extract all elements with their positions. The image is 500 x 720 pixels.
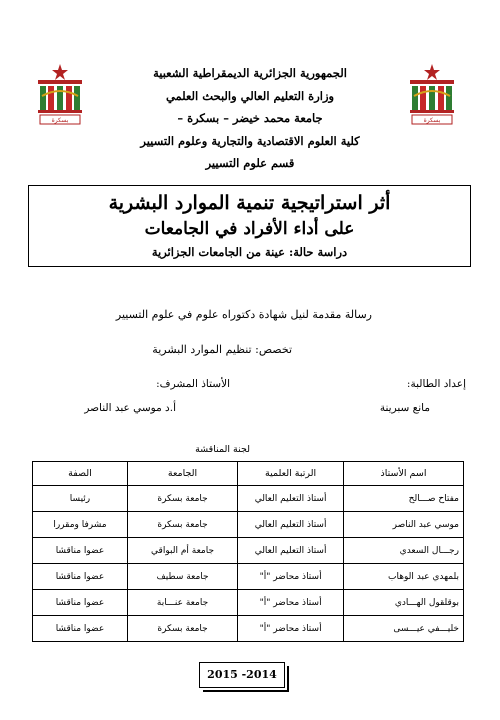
supervisor-label: الأستاذ المشرف:: [156, 378, 230, 390]
table-row: [33, 538, 464, 564]
member-university: جامعة بسكرة: [127, 512, 237, 538]
student-name: مانع سبرينة: [379, 402, 430, 414]
specialty: تخصص: تنظيم الموارد البشرية: [152, 343, 292, 356]
member-rank: أستاذ التعليم العالي: [238, 486, 344, 512]
member-university: جامعة بسكرة: [127, 616, 237, 642]
thesis-title-box: [28, 185, 471, 267]
col-header-role: الصفة: [33, 462, 128, 486]
member-name: خليـــفي عيـــسى: [344, 616, 464, 642]
member-name: مفتاح صـــالح: [344, 486, 464, 512]
table-row: [33, 616, 464, 642]
member-university: جامعة عنـــابة: [127, 590, 237, 616]
member-role: مشرفا ومقررا: [33, 512, 128, 538]
member-rank: أستاذ محاضر "أ": [238, 616, 344, 642]
member-role: عضوا مناقشا: [33, 564, 128, 590]
member-role: عضوا مناقشا: [33, 590, 128, 616]
university-logo-right: [402, 60, 462, 130]
member-rank: أستاذ محاضر "أ": [238, 590, 344, 616]
member-rank: أستاذ محاضر "أ": [238, 564, 344, 590]
committee-table: [32, 461, 464, 642]
member-name: بلمهدي عبد الوهاب: [344, 564, 464, 590]
col-header-rank: الرتبة العلمية: [238, 462, 344, 486]
academic-year: 2015 -2014: [199, 662, 285, 688]
member-role: عضوا مناقشا: [33, 616, 128, 642]
ministry-name: وزارة التعليم العالي والبحث العلمي: [165, 89, 335, 103]
logo-caption-left: بسكرة: [51, 117, 69, 124]
case-study-line: دراسة حالة: عينة من الجامعات الجزائرية: [151, 245, 348, 259]
table-row: [33, 512, 464, 538]
table-row: [33, 590, 464, 616]
member-university: جامعة أم البواقي: [127, 538, 237, 564]
member-name: رجـــال السعدي: [344, 538, 464, 564]
committee-header-row: [33, 462, 464, 486]
col-header-name: اسم الأستاذ: [344, 462, 464, 486]
member-role: عضوا مناقشا: [33, 538, 128, 564]
committee-title: لجنة المناقشة: [195, 444, 250, 455]
university-logo-left: [30, 60, 90, 130]
member-name: موسي عبد الناصر: [344, 512, 464, 538]
member-name: بوقلقول الهـــادي: [344, 590, 464, 616]
thesis-note: رسالة مقدمة لنيل شهادة دكتوراه علوم في علوم التسيير: [115, 308, 372, 321]
department-name: قسم علوم التسيير: [205, 156, 295, 170]
member-role: رئيسا: [33, 486, 128, 512]
university-name: جامعة محمد خيضر – بسكرة –: [177, 111, 323, 125]
member-rank: أستاذ التعليم العالي: [238, 538, 344, 564]
thesis-subtitle: على أداء الأفراد في الجامعات: [144, 219, 355, 239]
faculty-name: كلية العلوم الاقتصادية والتجارية وعلوم التسيير: [140, 134, 360, 148]
student-label: إعداد الطالبة:: [406, 378, 466, 390]
logo-caption-right: بسكرة: [423, 117, 441, 124]
table-row: [33, 564, 464, 590]
supervisor-name: أ.د موسي عبد الناصر: [84, 402, 176, 414]
member-university: جامعة سطيف: [127, 564, 237, 590]
col-header-university: الجامعة: [127, 462, 237, 486]
member-rank: أستاذ التعليم العالي: [238, 512, 344, 538]
thesis-title: أثر استراتيجية تنمية الموارد البشرية: [108, 192, 391, 214]
republic-name: الجمهورية الجزائرية الديمقراطية الشعبية: [153, 66, 347, 80]
member-university: جامعة بسكرة: [127, 486, 237, 512]
table-row: [33, 486, 464, 512]
